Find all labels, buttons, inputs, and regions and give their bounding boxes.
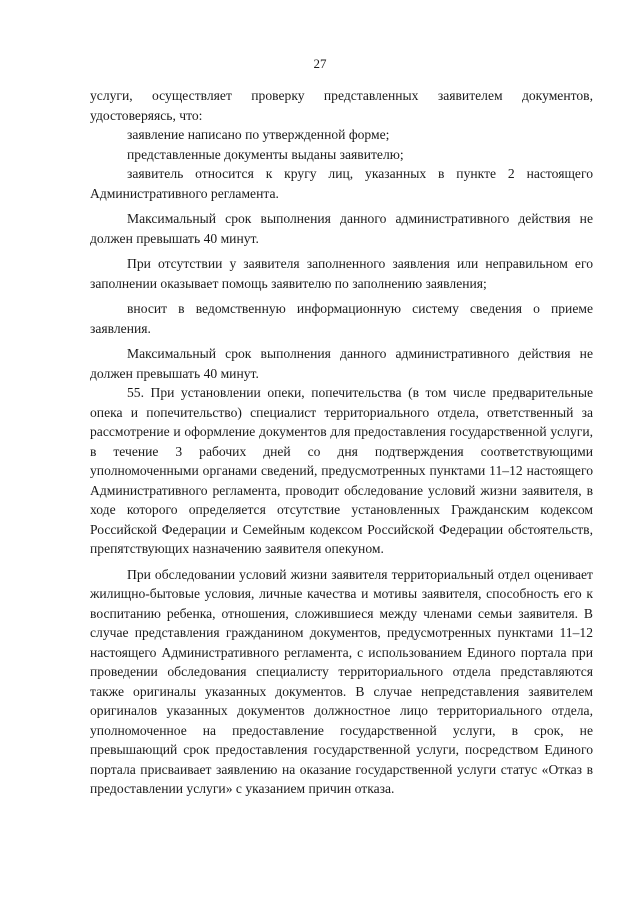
paragraph: заявитель относится к кругу лиц, указанных в пункте 2 настоящего Административного регламента.: [90, 166, 593, 201]
page-number: 27: [313, 56, 327, 71]
paragraph: 55. При установлении опеки, попечительства (в том числе предварительные опека и попечительство) специалист территориального отдела, ответственный за рассмотрение и оформление документов для предоставления государственной услуги, в течение 3 рабочих дней со дня подтверждения соответствующими уполномоченными органами сведений, предусмотренных пунктами 11–12 настоящего Административного регламента, проводит обследование условий жизни заявителя, в ходе которого определяется отсутствие установленных Гражданским кодексом Российской Федерации и Семейным кодексом Российской Федерации обстоятельств, препятствующих назначению заявителя опекуном.: [90, 385, 593, 556]
paragraph: При отсутствии у заявителя заполненного заявления или неправильном его заполнении оказывает помощь заявителю по заполнению заявления;: [90, 256, 593, 291]
paragraph: вносит в ведомственную информационную систему сведения о приеме заявления.: [90, 301, 593, 336]
paragraph: При обследовании условий жизни заявителя территориальный отдел оценивает жилищно-бытовые условия, личные качества и мотивы заявителя, способность его к воспитанию ребенка, отношения, сложившиеся между членами семьи заявителя. В случае представления гражданином документов, предусмотренных пунктами 11–12 настоящего Административного регламента, с использованием Единого портала при проведении обследования специалисту территориального отдела представляются также оригиналы указанных документов. В случае непредставления заявителем оригиналов указанных документов должностное лицо территориального отдела, уполномоченное на предоставление государственной услуги, в срок, не превышающий срок предоставления государственной услуги, посредством Единого портала присваивает заявлению на оказание государственной услуги статус «Отказ в предоставлении услуги» с указанием причин отказа.: [90, 566, 593, 796]
paragraph: представленные документы выданы заявителю;: [127, 146, 404, 162]
paragraph: заявление написано по утвержденной форме;: [127, 127, 390, 142]
paragraph: Максимальный срок выполнения данного административного действия не должен превышать 40 минут.: [90, 346, 593, 381]
paragraph: Максимальный срок выполнения данного административного действия не должен превышать 40 минут.: [90, 211, 593, 246]
paragraph: услуги, осуществляет проверку представленных заявителем документов, удостоверяясь, что:: [90, 88, 593, 123]
document-body: [90, 86, 593, 799]
